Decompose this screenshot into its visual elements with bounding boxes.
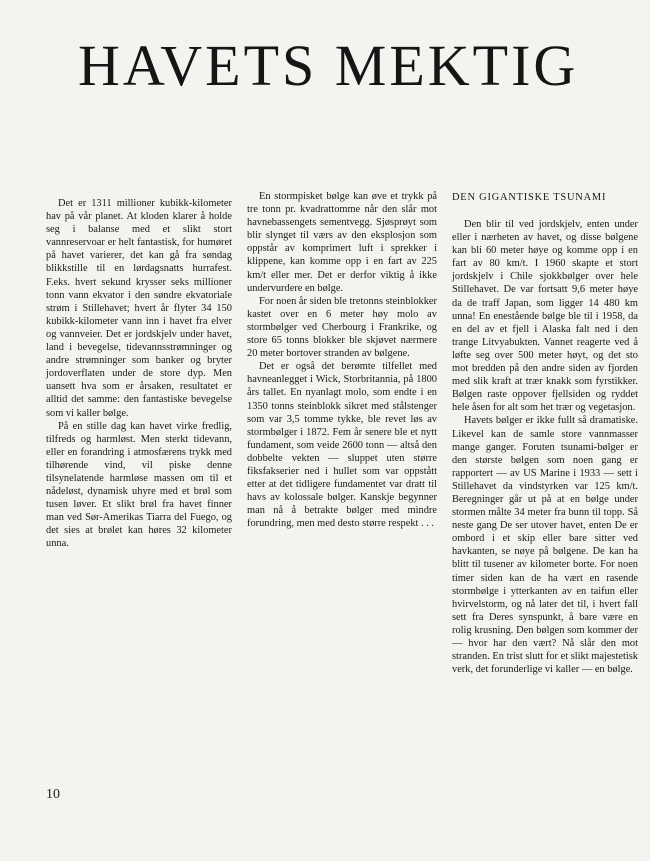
section-heading: DEN GIGANTISKE TSUNAMI <box>452 192 607 203</box>
text-column-3 <box>452 218 638 676</box>
paragraph: Det er 1311 millioner kubikk-kilometer hav på vår planet. At kloden klarer å holde seg i balanse med et slikt stort vannreservoar er helt fantastisk, for humøret på havet varierer, det kan gå fra søndag blikkstille til en lørdagsnatts hurrafest. F.eks. hvert sekund krysser seks millioner tonn vann ekvator i den søndre ekvatoriale strøm i Stillehavet; hvert år flyter 34 150 kubikk-kilometer vann inn i havet fra elver og vannveier. Det er jordskjelv under havet, land i bevegelse, tidevannsstrømninger og andre strømninger som banker og bryter jordoverflaten under de store dyp. Men uansett hva som er årsaken, resultatet er alltid det samme: den fantastiske bevegelse som vi kaller bølge. <box>46 198 232 419</box>
paragraph: For noen år siden ble tretonns steinblokker kastet over en 6 meter høy molo av stormbølger ved Cherbourg i Frankrike, og store 65 tonns blokker ble skjøvet nærmere 20 meter bortover stranden av bølgene. <box>247 295 437 360</box>
paragraph: På en stille dag kan havet virke fredlig, tilfreds og harmløst. Men sterkt tidevann, eller en forandring i atmosfærens trykk med tilhørende vind, vil piske denne tilsynelatende harmløse massen om til et nådeløst, dynamisk uhyre med et brøl som tusen løver. Et slikt brøl fra havet finner man ved Sør-Amerikas Tiarra del Fuego, og det sies at brølet kan høres 32 kilometer unna. <box>46 420 232 550</box>
paragraph: Det er også det berømte tilfellet med havneanlegget i Wick, Storbritannia, på 1800 års tallet. En nyanlagt molo, som endte i en 1350 tonns steinblokk sikret med stålstenger som var 3,5 tomme tykke, ble revet løs av stormbølger i 1872. Fem år senere ble et nytt fundament, som veide 2600 tonn — altså den dobbelte vekten — sluppet uten større fiksfakserier ned i hullet som var oppstått etter at det tidligere fundamentet var dratt til havs av kolossale bølger. Kanskje begynner man nå å betrakte bølger med mindre forundring, men med desto større respekt . . . <box>247 361 437 530</box>
page-number: 10 <box>46 787 60 802</box>
paragraph: En stormpisket bølge kan øve et trykk på tre tonn pr. kvadrattomme når den slår mot havnebassengets sementvegg. Sjøsprøyt som blir slynget til værs av den eksplosjon som oppstår av komprimert luft i sprekker i klippene, kan komme opp i en fart av 225 km/t eller mer. Det er derfor viktig å ikke undervurdere en bølge. <box>247 191 437 294</box>
text-column-2 <box>247 190 437 530</box>
article-title: HAVETS MEKTIG <box>78 36 579 96</box>
paragraph: Den blir til ved jordskjelv, enten under eller i nærheten av havet, og disse bølgene kan bli 60 meter høye og komme opp i en fart av 80 km/t. I 1960 skapte et stort jordskjelv i Chile sjokkbølger over hele Stillehavet. De var fortsatt 9,6 meter høye da de traff Japan, som ligger 14 480 km unna! En enestående bølge ble til i 1958, da en del av et fjell i Alaska falt ned i den trange Litvyabukten. Vannet reagerte ved å løfte seg over 500 meter høyt, og det sto mot bredden på den andre siden av fjorden med slik kraft at trær knakk som fyrstikker. Bølgen raste oppover fjellsiden og ryddet hele åsen for alt som het trær og vegetasjon. <box>452 219 638 414</box>
text-column-1 <box>46 197 232 551</box>
paragraph: Havets bølger er ikke fullt så dramatiske. Likevel kan de samle store vannmasser mange ganger. Foruten tsunami-bølger er den største bølgen som noen gang er rapportert — av US Marine i 1933 — sett i Stillehavet da vindstyrken var 125 km/t. Beregninger går ut på at en bølge under stormen målte 34 meter fra bunn til topp. Så neste gang De ser utover havet, enten De er ombord i et skip eller bare sitter ved havkanten, se nøye på bølgene. De kan ha blitt til tusener av kilometer borte. For noen timer siden kan de ha vært en rasende stormbølge i ytterkanten av en taifun eller hvirvelstorm, og nå later det til, i hvert fall sett fra Deres synspunkt, å bare være en rolig krusning. Den bølgen som kommer der — hvor har den vært? Nå slår den mot stranden. En trist slutt for et slikt majestetisk verk, det forunderlige vi kaller — en bølge. <box>452 415 638 676</box>
